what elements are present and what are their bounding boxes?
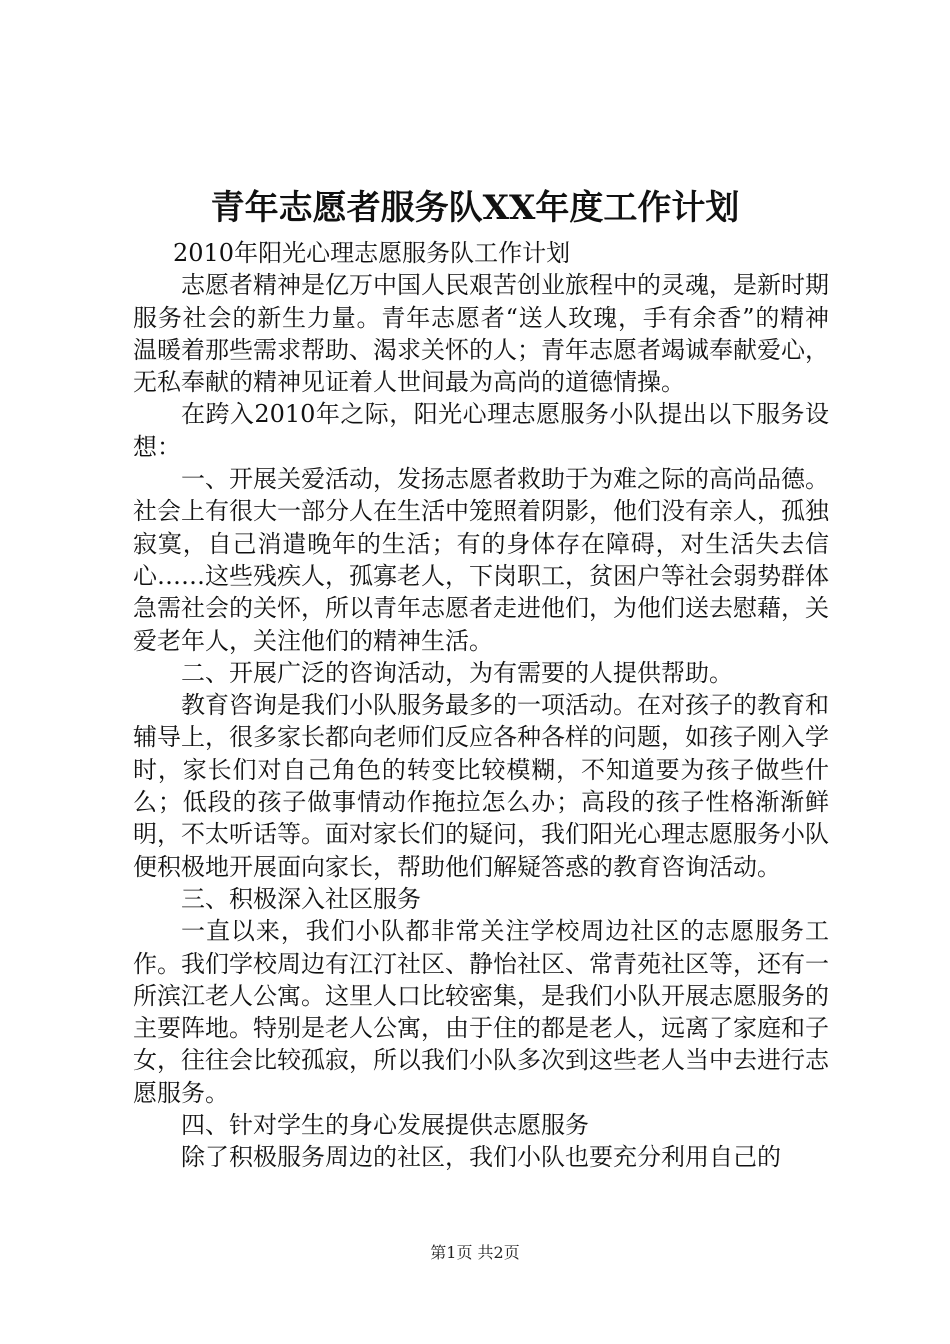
document-body [133, 237, 829, 1174]
document-title: 青年志愿者服务队XX年度工作计划 [210, 188, 740, 228]
heading-section-3: 三、积极深入社区服务 [181, 884, 421, 913]
paragraph-section-2: 教育咨询是我们小队服务最多的一项活动。在对孩子的教育和辅导上，很多家长都向老师们反应各种各样的问题，如孩子刚入学时，家长们对自己角色的转变比较模糊，不知道要为孩子做些什么；低段的孩子做事情动作拖拉怎么办；高段的孩子性格渐渐鲜明，不太听话等。面对家长们的疑问，我们阳光心理志愿服务小队便积极地开展面向家长，帮助他们解疑答惑的教育咨询活动。 [133, 691, 829, 881]
paragraph-section-4: 除了积极服务周边的社区，我们小队也要充分利用自己的 [181, 1143, 781, 1172]
document-subtitle: 2010年阳光心理志愿服务队工作计划 [173, 239, 571, 267]
heading-section-4: 四、针对学生的身心发展提供志愿服务 [181, 1111, 589, 1140]
paragraph-plan-lead: 在跨入2010年之际，阳光心理志愿服务小队提出以下服务设想： [133, 400, 829, 461]
heading-section-2: 二、开展广泛的咨询活动，为有需要的人提供帮助。 [181, 658, 733, 687]
paragraph-section-3: 一直以来，我们小队都非常关注学校周边社区的志愿服务工作。我们学校周边有江汀社区、静怡社区、常青苑社区等，还有一所滨江老人公寓。这里人口比较密集，是我们小队开展志愿服务的主要阵地。特别是老人公寓，由于住的都是老人，远离了家庭和子女，往往会比较孤寂，所以我们小队多次到这些老人当中去进行志愿服务。 [133, 917, 829, 1107]
paragraph-intro: 志愿者精神是亿万中国人民艰苦创业旅程中的灵魂，是新时期服务社会的新生力量。青年志愿者“送人玫瑰，手有余香”的精神温暖着那些需求帮助、渴求关怀的人；青年志愿者竭诚奉献爱心，无私奉献的精神见证着人世间最为高尚的道德情操。 [133, 271, 829, 397]
page-footer: 第1页 共2页 [430, 1243, 520, 1262]
paragraph-section-1: 一、开展关爱活动，发扬志愿者救助于为难之际的高尚品德。社会上有很大一部分人在生活中笼照着阴影，他们没有亲人，孤独寂寞，自己消遣晚年的生活；有的身体存在障碍，对生活失去信心……这些残疾人，孤寡老人，下岗职工，贫困户等社会弱势群体急需社会的关怀，所以青年志愿者走进他们，为他们送去慰藉，关爱老年人，关注他们的精神生活。 [133, 465, 829, 655]
